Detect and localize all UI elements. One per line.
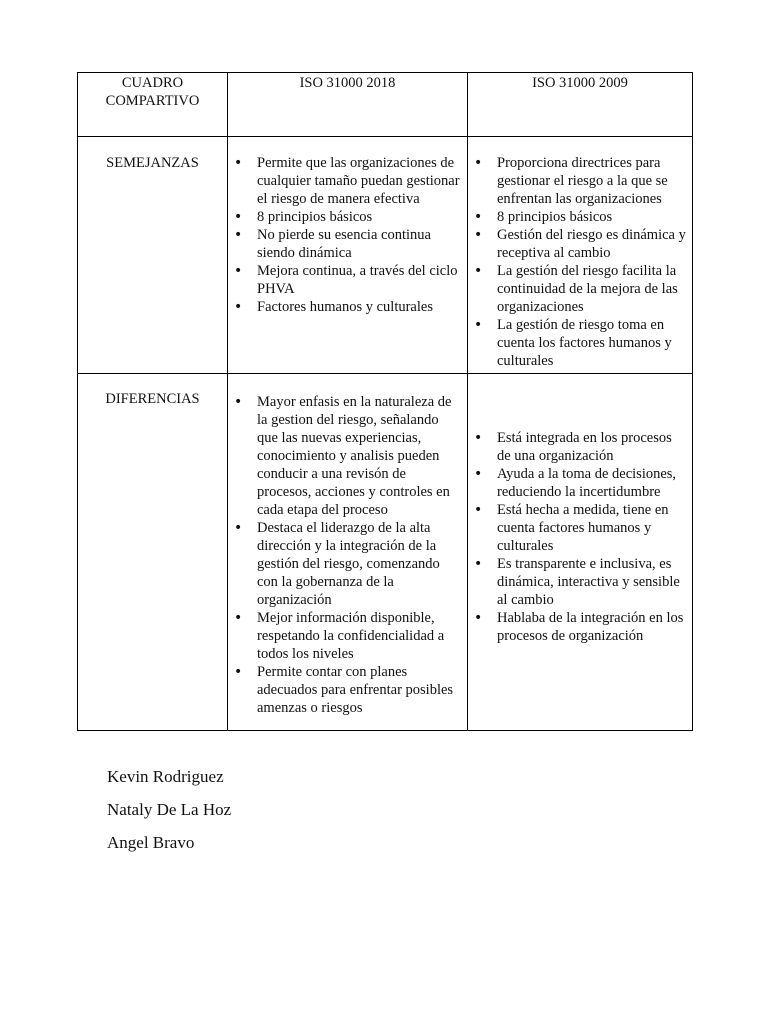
comparison-table (77, 72, 693, 731)
bullet-item: • No pierde su esencia continua siendo dinámica (228, 226, 467, 262)
diferencias-row (78, 374, 693, 731)
authors-block (107, 760, 231, 859)
semejanzas-iso2009-list (468, 137, 692, 370)
bullet-item: • Está hecha a medida, tiene en cuenta factores humanos y culturales (468, 501, 692, 555)
header-cell-cuadro (78, 73, 228, 137)
header-cell-iso2009 (468, 73, 693, 137)
diferencias-label-cell (78, 374, 228, 731)
header-cuadro-label: CUADRO COMPARTIVO (105, 75, 200, 109)
semejanzas-label: SEMEJANZAS (106, 155, 199, 171)
bullet-item: • Permite que las organizaciones de cualquier tamaño puedan gestionar el riesgo de manera efectiva (228, 154, 467, 208)
semejanzas-label-cell (78, 137, 228, 374)
bullet-item: • Destaca el liderazgo de la alta dirección y la integración de la gestión del riesgo, comenzando con la gobernanza de la organización (228, 519, 467, 609)
bullet-item: • Gestión del riesgo es dinámica y receptiva al cambio (468, 226, 692, 262)
header-iso2009-label: ISO 31000 2009 (532, 75, 628, 91)
bullet-item: • Mejor información disponible, respetando la confidencialidad a todos los niveles (228, 609, 467, 663)
bullet-item: • Factores humanos y culturales (228, 298, 467, 316)
bullet-item: • Permite contar con planes adecuados para enfrentar posibles amenzas o riesgos (228, 663, 467, 717)
semejanzas-iso2009-cell (468, 137, 693, 374)
semejanzas-iso2018-cell (228, 137, 468, 374)
author-name: Kevin Rodriguez (107, 767, 224, 786)
bullet-item: • La gestión del riesgo facilita la continuidad de la mejora de las organizaciones (468, 262, 692, 316)
diferencias-iso2018-cell (228, 374, 468, 731)
bullet-item: • Mayor enfasis en la naturaleza de la gestion del riesgo, señalando que las nuevas experiencias, conocimiento y analisis pueden conducir a una revisón de procesos, acciones y controles en cada etapa del proceso (228, 393, 467, 519)
bullet-item: • Está integrada en los procesos de una organización (468, 429, 692, 465)
bullet-item: • Es transparente e inclusiva, es dinámica, interactiva y sensible al cambio (468, 555, 692, 609)
header-iso2018-label: ISO 31000 2018 (299, 75, 396, 91)
bullet-item: • Proporciona directrices para gestionar el riesgo a la que se enfrentan las organizaciones (468, 154, 692, 208)
bullet-item: • La gestión de riesgo toma en cuenta los factores humanos y culturales (468, 316, 692, 370)
bullet-item: • 8 principios básicos (468, 208, 692, 226)
header-row (78, 73, 693, 137)
diferencias-label: DIFERENCIAS (105, 391, 200, 407)
diferencias-iso2018-list (228, 374, 467, 717)
diferencias-iso2009-cell (468, 374, 693, 731)
bullet-item: • Mejora continua, a través del ciclo PHVA (228, 262, 467, 298)
bullet-item: • Ayuda a la toma de decisiones, reduciendo la incertidumbre (468, 465, 692, 501)
header-cell-iso2018 (228, 73, 468, 137)
diferencias-iso2009-list (468, 374, 692, 645)
bullet-item: • 8 principios básicos (228, 208, 467, 226)
semejanzas-row (78, 137, 693, 374)
semejanzas-iso2018-list (228, 137, 467, 316)
author-name: Nataly De La Hoz (107, 800, 232, 819)
author-name: Angel Bravo (107, 833, 195, 852)
bullet-item: • Hablaba de la integración en los procesos de organización (468, 609, 692, 645)
